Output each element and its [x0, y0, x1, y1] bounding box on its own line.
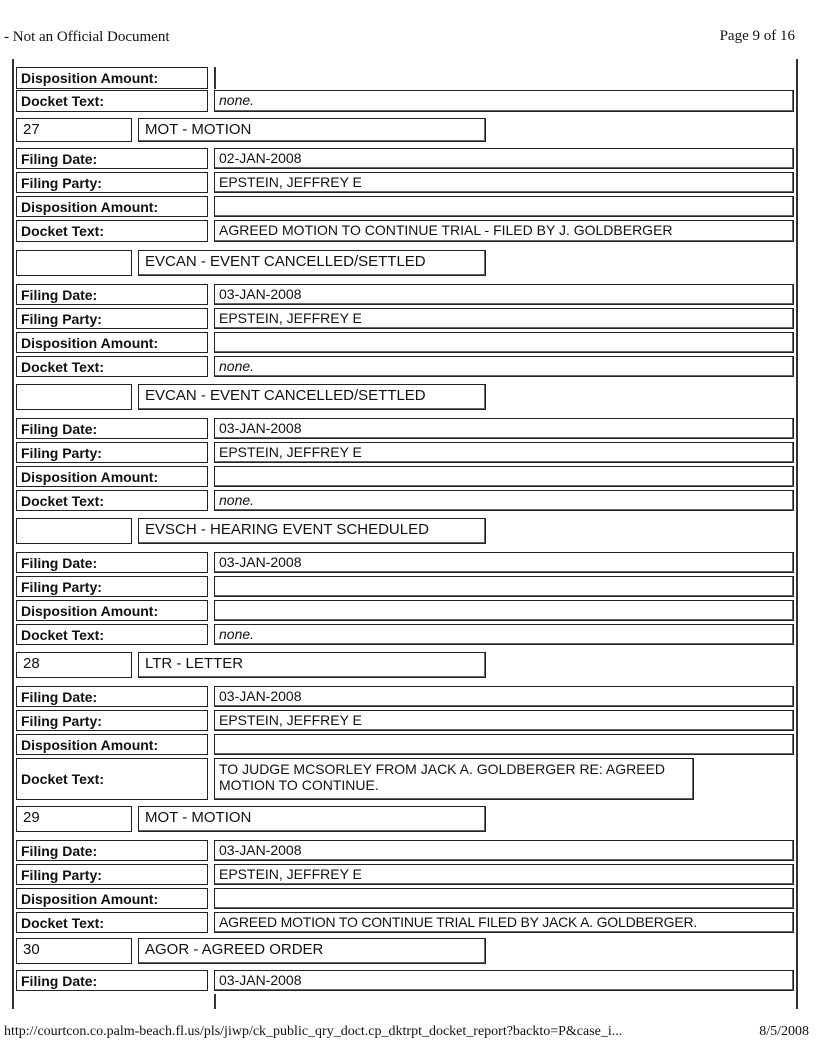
field-value: 03-JAN-2008 [214, 552, 794, 573]
field-value: EPSTEIN, JEFFREY E [214, 172, 794, 193]
docket-text-row [16, 490, 794, 511]
disposition-amount-row [16, 196, 794, 217]
entry-number [16, 250, 132, 276]
filing-party-row [16, 576, 794, 597]
entry-number [16, 384, 132, 410]
docket-text-row [16, 356, 794, 377]
field-label: Disposition Amount: [16, 196, 208, 217]
field-value [214, 332, 794, 353]
field-label: Disposition Amount: [16, 734, 208, 755]
entry-type: EVCAN - EVENT CANCELLED/SETTLED [138, 250, 486, 276]
disposition-amount-row [16, 466, 794, 487]
field-label: Disposition Amount: [16, 67, 208, 89]
field-label: Filing Date: [16, 148, 208, 169]
field-label: Filing Date: [16, 686, 208, 707]
field-label: Disposition Amount: [16, 466, 208, 487]
field-label: Filing Party: [16, 576, 208, 597]
field-label: Disposition Amount: [16, 600, 208, 621]
field-label: Docket Text: [16, 912, 208, 933]
filing-party-row [16, 864, 794, 885]
column-divider [214, 994, 216, 1009]
entry-number: 30 [16, 938, 132, 964]
disposition-amount-row [16, 67, 794, 89]
right-page-border [796, 59, 798, 1009]
docket-text-row [16, 912, 794, 933]
disposition-amount-row [16, 888, 794, 909]
filing-party-row [16, 442, 794, 463]
page-number: Page 9 of 16 [719, 28, 795, 44]
filing-party-row [16, 172, 794, 193]
field-value: EPSTEIN, JEFFREY E [214, 864, 794, 885]
field-label: Docket Text: [16, 356, 208, 377]
field-label: Filing Date: [16, 418, 208, 439]
disposition-amount-row [16, 332, 794, 353]
filing-date-row [16, 686, 794, 707]
entry-number: 27 [16, 118, 132, 142]
left-page-border [12, 59, 14, 1009]
filing-date-row [16, 840, 794, 861]
entry-type: MOT - MOTION [138, 118, 486, 142]
entry-type: EVCAN - EVENT CANCELLED/SETTLED [138, 384, 486, 410]
filing-party-row [16, 710, 794, 731]
field-value: none. [214, 356, 794, 377]
field-value: 03-JAN-2008 [214, 970, 794, 991]
entry-type: LTR - LETTER [138, 652, 486, 678]
page-footer [4, 1024, 809, 1040]
filing-date-row [16, 552, 794, 573]
filing-date-row [16, 148, 794, 169]
field-label: Docket Text: [16, 758, 208, 800]
field-value [214, 734, 794, 755]
entry-number: 28 [16, 652, 132, 678]
entry-type: EVSCH - HEARING EVENT SCHEDULED [138, 518, 486, 544]
field-value [214, 888, 794, 909]
document-disclaimer: - Not an Official Document [4, 29, 170, 45]
field-label: Filing Date: [16, 970, 208, 991]
field-value [214, 67, 794, 89]
filing-party-row [16, 308, 794, 329]
field-value: none. [214, 490, 794, 511]
field-label: Filing Party: [16, 442, 208, 463]
print-date: 8/5/2008 [759, 1024, 809, 1039]
docket-text-row [16, 90, 794, 112]
field-value [214, 196, 794, 217]
entry-number [16, 518, 132, 544]
field-value: EPSTEIN, JEFFREY E [214, 710, 794, 731]
field-label: Filing Party: [16, 710, 208, 731]
field-value [214, 600, 794, 621]
field-label: Filing Party: [16, 308, 208, 329]
docket-text-row [16, 624, 794, 645]
field-label: Filing Date: [16, 840, 208, 861]
field-label: Disposition Amount: [16, 888, 208, 909]
filing-date-row [16, 970, 794, 991]
field-label: Filing Date: [16, 552, 208, 573]
field-label: Docket Text: [16, 490, 208, 511]
entry-number: 29 [16, 806, 132, 832]
field-value: 03-JAN-2008 [214, 840, 794, 861]
field-label: Docket Text: [16, 624, 208, 645]
field-value: AGREED MOTION TO CONTINUE TRIAL - FILED BY J. GOLDBERGER [214, 220, 794, 242]
field-value: none. [214, 624, 794, 645]
entry-type: MOT - MOTION [138, 806, 486, 832]
docket-text-row [16, 758, 794, 800]
field-value: none. [214, 90, 794, 112]
filing-date-row [16, 418, 794, 439]
field-value: 03-JAN-2008 [214, 686, 794, 707]
field-label: Filing Date: [16, 284, 208, 305]
docket-text-row [16, 220, 794, 242]
field-value: TO JUDGE MCSORLEY FROM JACK A. GOLDBERGER RE: AGREED MOTION TO CONTINUE. [214, 758, 694, 800]
entry-type: AGOR - AGREED ORDER [138, 938, 486, 964]
field-value: AGREED MOTION TO CONTINUE TRIAL FILED BY JACK A. GOLDBERGER. [214, 912, 794, 933]
field-value: 03-JAN-2008 [214, 284, 794, 305]
filing-date-row [16, 284, 794, 305]
field-label: Docket Text: [16, 220, 208, 242]
field-label: Disposition Amount: [16, 332, 208, 353]
field-label: Filing Party: [16, 864, 208, 885]
field-value: EPSTEIN, JEFFREY E [214, 442, 794, 463]
field-value: 02-JAN-2008 [214, 148, 794, 169]
field-value: 03-JAN-2008 [214, 418, 794, 439]
field-value: EPSTEIN, JEFFREY E [214, 308, 794, 329]
field-label: Docket Text: [16, 90, 208, 112]
field-value [214, 576, 794, 597]
page-url: http://courtcon.co.palm-beach.fl.us/pls/jiwp/ck_public_qry_doct.cp_dktrpt_docket_report?backto=P&case_i... [4, 1024, 623, 1039]
field-label: Filing Party: [16, 172, 208, 193]
field-value [214, 466, 794, 487]
disposition-amount-row [16, 734, 794, 755]
disposition-amount-row [16, 600, 794, 621]
